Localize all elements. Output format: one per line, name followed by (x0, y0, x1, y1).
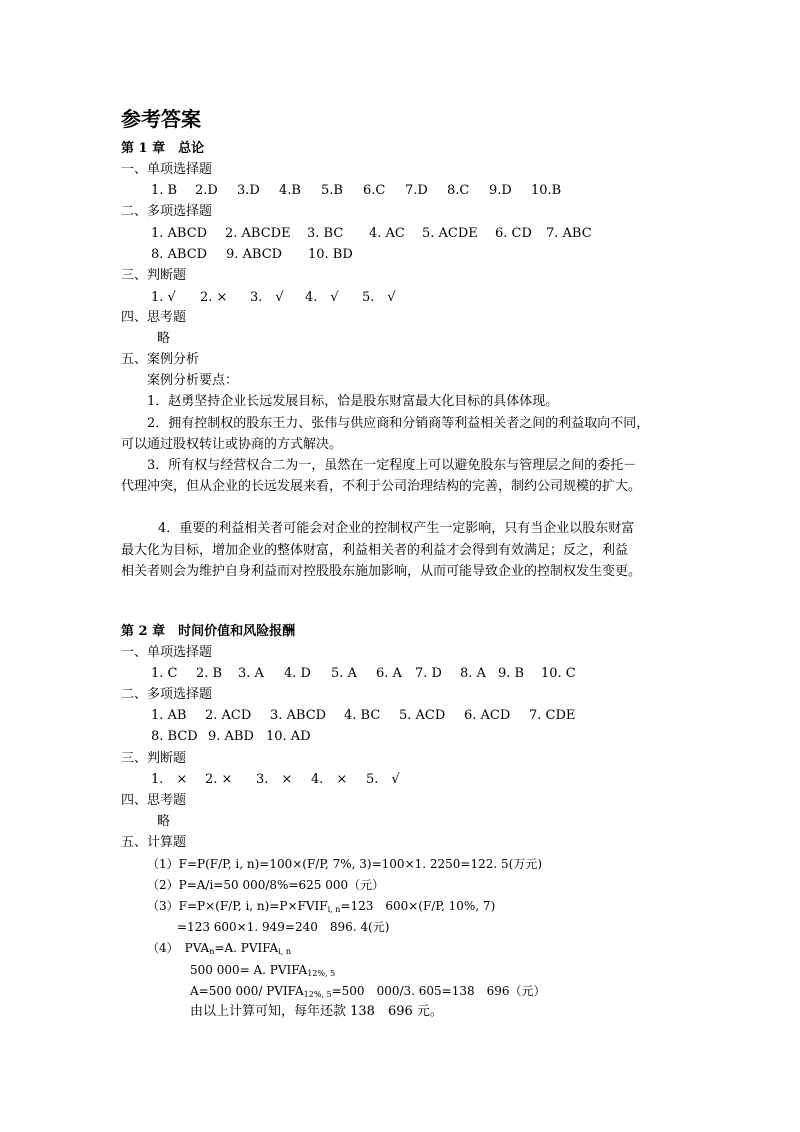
ch1-thinking-answer: 略 (157, 331, 171, 346)
ch1-section-case-analysis: 五、案例分析 (121, 352, 200, 367)
answer-item: 3. BC (307, 226, 344, 241)
answer-item: 8. A (460, 666, 486, 681)
answer-item: 6. A (376, 666, 402, 681)
ch2-calc-3-part-b: =123 600×(F/P, 10%, 7) (340, 899, 496, 913)
ch1-multi-choice-row1 (151, 226, 606, 242)
answer-item: 1. C (151, 666, 178, 681)
ch1-multi-choice-row2 (151, 247, 368, 263)
ch2-calc-4-part-b: =A. PVIFA (214, 941, 279, 955)
answer-item: 8. ABCD (151, 247, 208, 262)
ch2-calc-3-part-a: （3）F=P×(F/P, i, n)=P×FVIF (147, 899, 328, 913)
ch2-calc-3-line2: =123 600×1. 949=240 896. 4(元) (177, 920, 390, 934)
answer-item: 7. D (415, 666, 442, 681)
answer-item: 2. ABCDE (225, 226, 291, 241)
answer-item: 5. √ (366, 772, 400, 787)
ch2-calc-4-line2-subscript: 12%, 5 (307, 969, 336, 978)
page-title: 参考答案 (121, 107, 201, 131)
ch2-calc-3-line1 (147, 898, 495, 918)
answer-item: 7.D (405, 183, 428, 198)
answer-item: 1. AB (151, 708, 187, 723)
ch2-true-false-answers (151, 772, 406, 788)
ch1-case-point-3-line2: 代理冲突，但从企业的长远发展来看，不利于公司治理结构的完善，制约公司规模的扩大。 (121, 479, 642, 494)
ch2-thinking-answer: 略 (157, 814, 171, 829)
answer-item: 3.D (237, 183, 260, 198)
answer-item: 9. ABD (208, 729, 254, 744)
answer-item: 4. BC (344, 708, 381, 723)
ch1-case-point-4-line1: 4．重要的利益相关者可能会对企业的控制权产生一定影响，只有当企业以股东财富 (158, 521, 635, 536)
answer-item: 5. A (331, 666, 357, 681)
answer-item: 4. D (284, 666, 311, 681)
ch1-section-multi-choice: 二、多项选择题 (121, 204, 213, 219)
answer-item: 5.B (321, 183, 343, 198)
ch2-multi-choice-row2 (151, 729, 316, 745)
ch2-calc-4-line2-text: 500 000= A. PVIFA (190, 963, 308, 977)
ch2-calc-4-line1 (147, 940, 291, 960)
answer-item: 3. × (256, 772, 293, 787)
answer-item: 3. ABCD (270, 708, 327, 723)
answer-item: 2.D (195, 183, 218, 198)
ch1-case-intro: 案例分析要点： (147, 373, 239, 388)
answer-item: 5. √ (362, 290, 396, 305)
ch1-case-point-3-line1: 3．所有权与经营权合二为一，虽然在一定程度上可以避免股东与管理层之间的委托－ (147, 458, 637, 473)
answer-item: 7. CDE (529, 708, 576, 723)
ch2-calc-2: （2）P=A/i=50 000/8%=625 000（元） (147, 878, 385, 892)
ch2-calc-4-conclusion: 由以上计算可知，每年还款 138 696 元。 (190, 1004, 443, 1019)
ch2-calc-4-part-a: （4） PVA (147, 941, 210, 955)
answer-item: 4. × (311, 772, 348, 787)
ch2-calc-3-subscript: i, n (327, 905, 341, 914)
answer-item: 2. ACD (205, 708, 252, 723)
ch1-section-thinking: 四、思考题 (121, 310, 187, 325)
answer-item: 2. B (196, 666, 223, 681)
answer-item: 3. √ (250, 290, 284, 305)
answer-item: 5. ACDE (422, 226, 478, 241)
ch1-case-point-4-line2: 最大化为目标，增加企业的整体财富，利益相关者的利益才会得到有效满足；反之，利益 (121, 543, 629, 558)
ch2-calc-4-line3 (190, 983, 546, 1003)
ch2-calc-4-line3-text-a: A=500 000/ PVIFA (190, 984, 304, 998)
ch2-calc-4-line3-text-b: =500 000/3. 605=138 696（元） (331, 984, 546, 998)
answer-item: 5. ACD (399, 708, 446, 723)
ch2-calc-4-subscript-1: n (209, 947, 215, 956)
ch1-case-point-1: 1．赵勇坚持企业长远发展目标，恰是股东财富最大化目标的具体体现。 (147, 394, 559, 409)
answer-item: 4. √ (305, 290, 339, 305)
answer-item: 1. √ (151, 290, 176, 305)
answer-item: 2. × (205, 772, 233, 787)
ch2-calc-1: （1）F=P(F/P, i, n)=100×(F/P, 7%, 3)=100×1. 2250=122. 5(万元) (147, 857, 543, 871)
answer-item: 6. ACD (464, 708, 511, 723)
answer-item: 6. CD (495, 226, 532, 241)
answer-item: 4.B (279, 183, 301, 198)
answer-item: 7. ABC (546, 226, 592, 241)
ch2-section-multi-choice: 二、多项选择题 (121, 687, 213, 702)
answer-item: 8. BCD (151, 729, 198, 744)
ch1-case-point-4-line3: 相关者则会为维护自身利益而对控股股东施加影响，从而可能导致企业的控制权发生变更。 (121, 564, 642, 579)
ch2-calc-4-line3-subscript: 12%, 5 (303, 990, 332, 999)
ch1-single-choice-answers (151, 183, 573, 199)
ch2-calc-4-line2 (190, 962, 335, 982)
answer-item: 2. × (200, 290, 228, 305)
ch1-case-point-2-line1: 2．拥有控制权的股东王力、张伟与供应商和分销商等利益相关者之间的利益取向不同， (147, 416, 650, 431)
answer-item: 10. AD (266, 729, 311, 744)
answer-item: 1. B (151, 183, 178, 198)
ch1-section-single-choice: 一、单项选择题 (121, 162, 213, 177)
ch1-true-false-answers (151, 290, 402, 306)
ch2-section-thinking: 四、思考题 (121, 793, 187, 808)
ch1-case-point-2-line2: 可以通过股权转让或协商的方式解决。 (121, 437, 343, 452)
answer-item: 8.C (447, 183, 470, 198)
ch2-single-choice-answers (151, 666, 581, 682)
chapter-2-heading: 第 2 章 时间价值和风险报酬 (121, 624, 296, 639)
ch2-section-single-choice: 一、单项选择题 (121, 645, 213, 660)
answer-item: 1. ABCD (151, 226, 208, 241)
answer-item: 6.C (363, 183, 386, 198)
answer-item: 9.D (489, 183, 512, 198)
answer-item: 4. AC (369, 226, 405, 241)
answer-item: 10. C (541, 666, 576, 681)
answer-item: 10. BD (308, 247, 353, 262)
ch2-multi-choice-row1 (151, 708, 589, 724)
ch2-calc-4-subscript-2: i, n (278, 947, 291, 956)
answer-item: 3. A (238, 666, 264, 681)
ch2-section-calculation: 五、计算题 (121, 835, 187, 850)
answer-item: 10.B (531, 183, 562, 198)
ch1-section-true-false: 三、判断题 (121, 268, 187, 283)
chapter-1-heading: 第 1 章 总论 (121, 141, 205, 156)
answer-item: 9. B (498, 666, 525, 681)
answer-item: 1. × (151, 772, 188, 787)
ch2-section-true-false: 三、判断题 (121, 751, 187, 766)
answer-item: 9. ABCD (226, 247, 283, 262)
